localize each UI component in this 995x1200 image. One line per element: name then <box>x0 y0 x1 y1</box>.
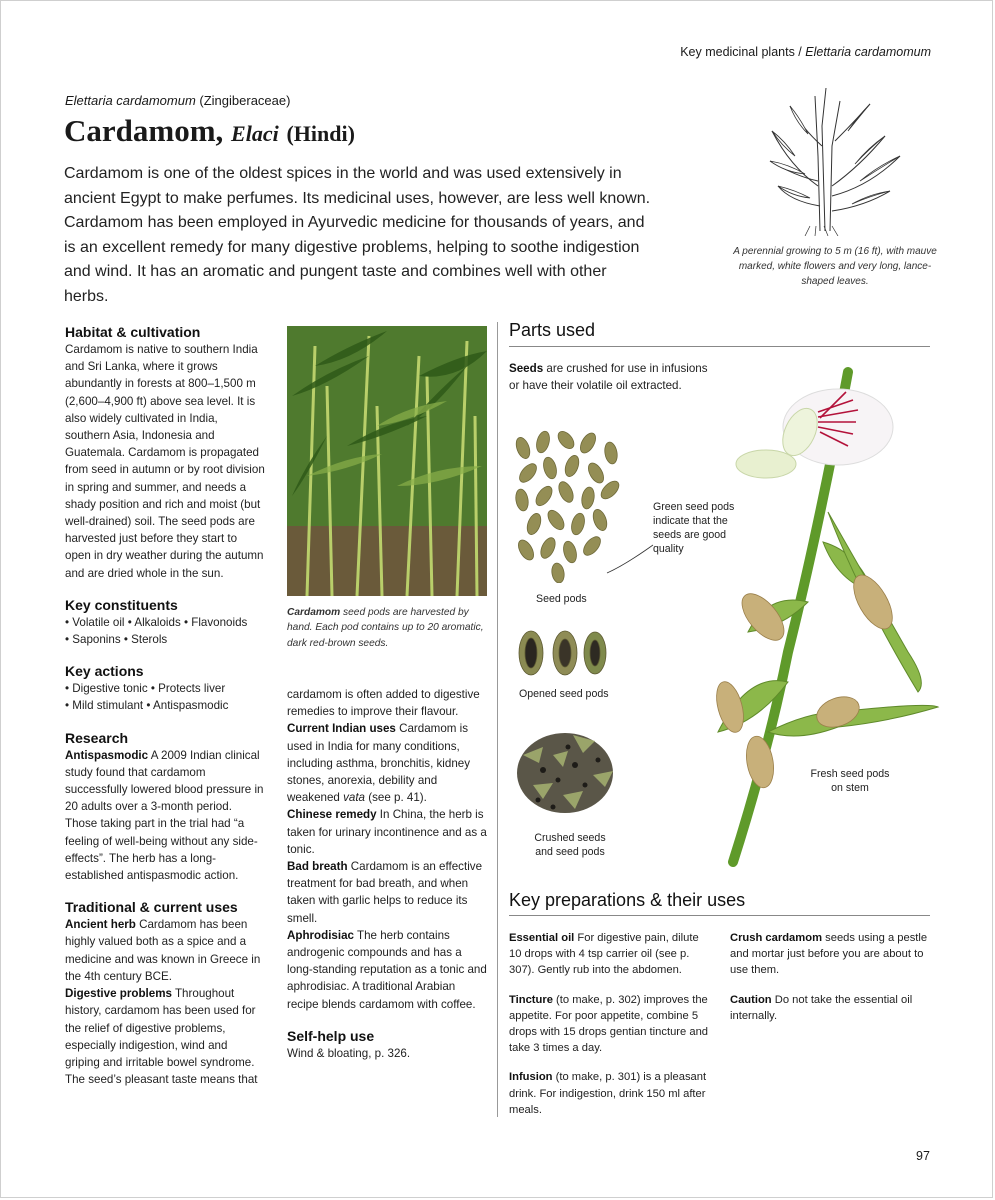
label-green-seed-pods: Green seed pods indicate that the seeds are good quality <box>653 501 735 555</box>
actions-line-1: • Digestive tonic • Protects liver <box>65 682 226 696</box>
tincture-body: (to make, p. 302) improves the appetite. For poor appetite, combine 5 drops with 15 drops gentian tincture and take 3 times a day. <box>509 993 709 1055</box>
flower <box>736 389 893 478</box>
illustration-caption: A perennial growing to 5 m (16 ft), with mauve marked, white flowers and very long, lance-shaped leaves. <box>733 246 937 287</box>
chinese-remedy-lead: Chinese remedy <box>287 808 377 822</box>
seeds-lead: Seeds <box>509 362 544 375</box>
continued-text: cardamom is often added to digestive remedies to improve their flavour. <box>287 688 480 719</box>
infusion-lead: Infusion <box>509 1071 553 1084</box>
parts-used-rule <box>509 346 930 347</box>
column-divider <box>497 322 498 1117</box>
illustration-stem <box>815 96 820 231</box>
running-head-section: Key medicinal plants / <box>680 45 806 59</box>
parts-used-heading: Parts used <box>509 320 596 340</box>
plant-illustration <box>760 86 910 236</box>
common-name: Cardamom, <box>64 113 224 148</box>
essential-oil-body: For digestive pain, dilute 10 drops with 4 tsp carrier oil (see p. 307). Gently rub into the abdomen. <box>509 932 699 977</box>
plant-family: (Zingiberaceae) <box>195 93 291 108</box>
constituents-line-1: • Volatile oil • Alkaloids • Flavonoids <box>65 615 248 629</box>
infusion-text <box>509 1069 711 1118</box>
essential-oil-text <box>509 930 711 979</box>
botanical-name <box>65 93 290 108</box>
crush-cardamom-body: seeds using a pestle and mortar just before you are about to use them. <box>730 932 928 977</box>
local-name: Elaci <box>231 121 279 146</box>
local-language: (Hindi) <box>286 121 355 146</box>
middle-column <box>287 686 487 1062</box>
caution-text <box>730 992 930 1024</box>
self-help-text: Wind & bloating, p. 326. <box>287 1046 411 1060</box>
actions-line-2: • Mild stimulant • Antispasmodic <box>65 699 229 713</box>
opened-seed-pods-image <box>515 625 610 680</box>
latin-name: Elettaria cardamomum <box>65 93 196 108</box>
vata-term: vata <box>343 791 365 805</box>
constituents-line-2: • Saponins • Sterols <box>65 633 168 647</box>
indian-uses-text <box>287 720 487 806</box>
indian-uses-tail: (see p. 41). <box>365 791 427 805</box>
running-head-plant: Elettaria cardamomum <box>805 45 931 59</box>
crushed-seeds-image <box>513 725 618 820</box>
research-text <box>65 747 265 885</box>
research-lead: Antispasmodic <box>65 748 149 762</box>
self-help-heading: Self-help use <box>287 1027 375 1044</box>
ancient-herb-lead: Ancient herb <box>65 918 136 932</box>
chinese-remedy-body: In China, the herb is taken for urinary incontinence and as a tonic. <box>287 808 487 856</box>
digestive-lead: Digestive problems <box>65 987 172 1001</box>
aphrodisiac-body: The herb contains androgenic compounds and has a long-standing reputation as a tonic and aphrodisiac. A traditional Arabian recipe blends cardamom with coffee. <box>287 928 487 1011</box>
preparations-right <box>730 930 930 1024</box>
caution-body: Do not take the essential oil internally. <box>730 993 913 1022</box>
bad-breath-body: Cardamom is an effective treatment for bad breath, and when taken with garlic helps to reduce its smell. <box>287 860 483 925</box>
preparations-heading: Key preparations & their uses <box>509 890 746 910</box>
bad-breath-text <box>287 858 487 927</box>
photo-caption-lead: Cardamom <box>287 607 341 618</box>
tincture-lead: Tincture <box>509 993 553 1006</box>
ancient-herb-body: Cardamom has been highly valued both as a spice and a medicine and was known in Greece in the 4th century BCE. <box>65 918 261 983</box>
constituents-heading: Key constituents <box>65 596 178 613</box>
research-heading: Research <box>65 729 129 746</box>
page-number: 97 <box>916 1149 930 1163</box>
left-column <box>65 323 265 1088</box>
preparations-rule <box>509 915 930 916</box>
infusion-body: (to make, p. 301) is a pleasant drink. For indigestion, drink 150 ml after meals. <box>509 1071 707 1116</box>
habitat-text: Cardamom is native to southern India and Sri Lanka, where it grows abundantly in forests at 800–1,500 m (2,600–4,900 ft) above sea level. It is also widely cultivated in India, southern Asia, Indonesia and Guatemala. Cardamom is propagated from seed in autumn or by root division in spring and summer, and needs a shady position and rich and moist (but well-drained) soil. The seed pods are harvested just before they start to open in dry weather during the autumn and are dried whole in the sun. <box>65 343 265 580</box>
leader-line <box>605 535 655 575</box>
photo-caption-body: seed pods are harvested by hand. Each pod contains up to 20 aromatic, dark red-brown seeds. <box>287 607 484 649</box>
preparations-left <box>509 930 711 1118</box>
research-body: A 2009 Indian clinical study found that cardamom successfully lowered blood pressure in 20 adults over a 3-month period. Those taking part in the trial had “a feeling of well-being without any side-effects”. The herb has a long-established antispasmodic action. <box>65 748 264 883</box>
running-head <box>680 45 931 59</box>
digestive-text <box>65 985 265 1088</box>
indian-uses-lead: Current Indian uses <box>287 722 396 736</box>
page-title <box>64 113 355 149</box>
intro-paragraph: Cardamom is one of the oldest spices in the world and was used extensively in ancient Egypt to make perfumes. Its medicinal uses, however, are less well known. Cardamom has been employed in Ayurvedic medicine for thousands of years, and is an excellent remedy for many digestive problems, helping to soothe indigestion and wind. It has an aromatic and pungent taste and combines well with other herbs. <box>64 165 651 305</box>
label-seed-pods: Seed pods <box>536 593 587 605</box>
crush-cardamom-text <box>730 930 930 979</box>
bad-breath-lead: Bad breath <box>287 860 348 874</box>
actions-heading: Key actions <box>65 663 144 680</box>
essential-oil-lead: Essential oil <box>509 932 575 944</box>
seeds-body: are crushed for use in infusions or have their volatile oil extracted. <box>509 362 708 393</box>
caution-lead: Caution <box>730 993 772 1006</box>
tincture-text <box>509 992 711 1057</box>
label-crushed-seeds: Crushed seeds and seed pods <box>534 832 606 858</box>
indian-uses-body: Cardamom is used in India for many conditions, including asthma, bronchitis, kidney stones, anorexia, debility and weakened <box>287 722 471 805</box>
habitat-heading: Habitat & cultivation <box>65 324 201 340</box>
label-opened-seed-pods: Opened seed pods <box>519 688 609 700</box>
aphrodisiac-lead: Aphrodisiac <box>287 928 354 942</box>
cardamom-plant-photo <box>287 326 487 596</box>
photo-caption <box>287 605 492 651</box>
ancient-herb-text <box>65 916 265 985</box>
chinese-remedy-text <box>287 806 487 858</box>
crush-cardamom-lead: Crush cardamom <box>730 932 823 944</box>
traditional-heading: Traditional & current uses <box>65 899 238 916</box>
aphrodisiac-text <box>287 927 487 1013</box>
digestive-body: Throughout history, cardamom has been used for the relief of digestive problems, especially indigestion, wind and griping and irritable bowel syndrome. The seed’s pleasant taste means that <box>65 987 258 1087</box>
label-fresh-seed-pods: Fresh seed pods on stem <box>810 768 890 794</box>
